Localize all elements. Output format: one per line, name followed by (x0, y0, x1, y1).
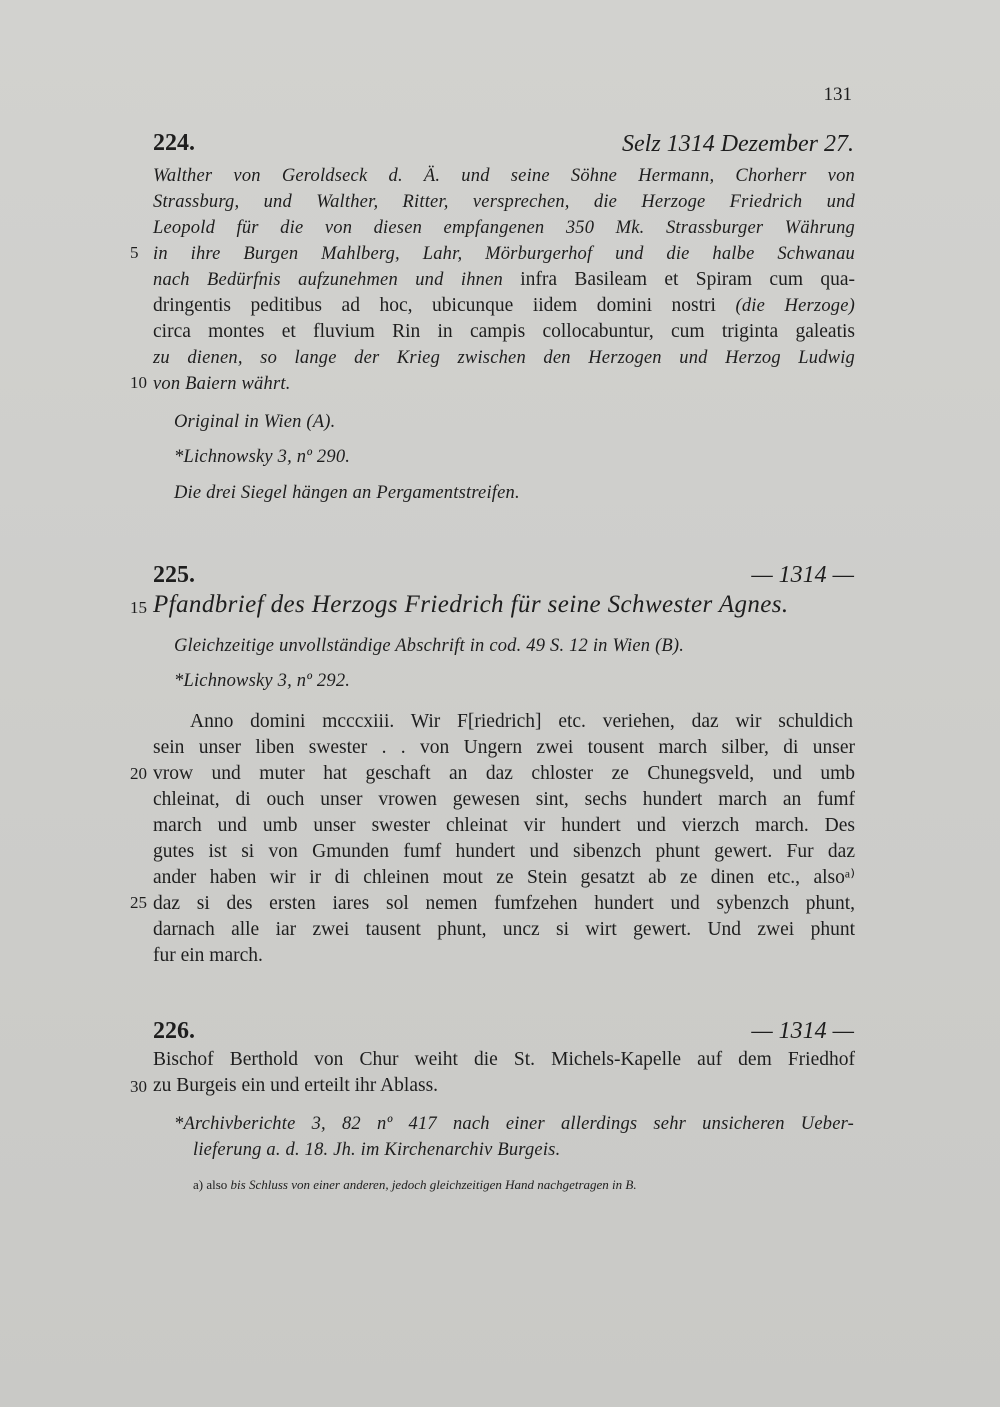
line-number: 30 (130, 1077, 147, 1096)
text-line: ander haben wir ir di chleinen mout ze Stein gesatzt ab ze dinen etc., alsoᵃ⁾ (153, 867, 855, 888)
text-line: march und umb unser swester chleinat vir hundert und vierzch march. Des (153, 815, 855, 836)
footnote-text: bis Schluss von einer anderen, jedoch gleichzeitigen Hand nachgetragen in B. (230, 1177, 637, 1192)
summary-line: zu dienen, so lange der Krieg zwischen den Herzogen und Herzog Ludwig (153, 348, 855, 368)
summary-italic-part: (die Herzoge) (735, 296, 855, 316)
summary-line: Bischof Berthold von Chur weiht die St. Michels-Kapelle auf dem Friedhof (153, 1049, 855, 1070)
summary-italic-part: nach Bedürfnis aufzunehmen und ihnen (153, 270, 521, 290)
source-note: Die drei Siegel hängen an Pergamentstreifen. (174, 483, 520, 503)
text-line: vrow und muter hat geschaft an daz chloster ze Chunegsveld, und umb (153, 763, 855, 784)
source-note: Original in Wien (A). (174, 412, 336, 432)
entry-number-225: 225. (153, 562, 195, 588)
line-number: 10 (130, 373, 147, 392)
source-note: lieferung a. d. 18. Jh. im Kirchenarchiv Burgeis. (193, 1140, 561, 1160)
text-line: chleinat, di ouch unser vrowen gewesen sint, sechs hundert march an fumf (153, 789, 855, 810)
summary-line: circa montes et fluvium Rin in campis collocabuntur, cum triginta galeatis (153, 321, 855, 342)
summary-line: zu Burgeis ein und erteilt ihr Ablass. (153, 1075, 439, 1096)
summary-line: Strassburg, und Walther, Ritter, versprechen, die Herzoge Friedrich und (153, 192, 855, 212)
line-number: 20 (130, 764, 147, 783)
entry-title-225: Pfandbrief des Herzogs Friedrich für seine Schwester Agnes. (153, 591, 789, 618)
text-line: Anno domini mcccxiii. Wir F[riedrich] etc. veriehen, daz wir schuldich (190, 711, 853, 732)
summary-line: in ihre Burgen Mahlberg, Lahr, Mörburgerhof und die halbe Schwanau (153, 244, 855, 264)
entry-number-226: 226. (153, 1018, 195, 1044)
entry-number-224: 224. (153, 130, 195, 156)
text-line: fur ein march. (153, 945, 263, 966)
summary-line: von Baiern währt. (153, 374, 291, 394)
text-line: sein unser liben swester . . von Ungern zwei tousent march silber, di unser (153, 737, 855, 758)
summary-latin-part: dringentis peditibus ad hoc, ubicunque iidem domini nostri (153, 295, 736, 316)
summary-line-mixed (153, 294, 855, 318)
summary-line-mixed (153, 268, 855, 292)
page-number: 131 (823, 84, 852, 105)
text-line: gutes ist si von Gmunden fumf hundert und sibenzch phunt gewert. Fur daz (153, 841, 855, 862)
source-note: *Lichnowsky 3, nº 292. (174, 671, 351, 691)
entry-date-224: Selz 1314 Dezember 27. (622, 131, 854, 157)
summary-latin-part: infra Basileam et Spiram cum qua- (520, 269, 855, 290)
line-number: 15 (130, 598, 147, 617)
source-note: Gleichzeitige unvollständige Abschrift in cod. 49 S. 12 in Wien (B). (174, 636, 685, 656)
entry-date-225: — 1314 — (751, 562, 854, 588)
footnote-marker: a) also (193, 1177, 231, 1192)
text-line: daz si des ersten iares sol nemen fumfzehen hundert und sybenzch phunt, (153, 893, 855, 914)
source-note: *Lichnowsky 3, nº 290. (174, 447, 351, 467)
source-note: *Archivberichte 3, 82 nº 417 nach einer allerdings sehr unsicheren Ueber- (174, 1114, 854, 1134)
summary-line: Leopold für die von diesen empfangenen 350 Mk. Strassburger Währung (153, 218, 855, 238)
text-line: darnach alle iar zwei tausent phunt, uncz si wirt gewert. Und zwei phunt (153, 919, 855, 940)
entry-date-226: — 1314 — (751, 1018, 854, 1044)
footnote (193, 1177, 637, 1193)
summary-line: Walther von Geroldseck d. Ä. und seine Söhne Hermann, Chorherr von (153, 166, 855, 186)
line-number: 5 (130, 243, 139, 262)
line-number: 25 (130, 893, 147, 912)
